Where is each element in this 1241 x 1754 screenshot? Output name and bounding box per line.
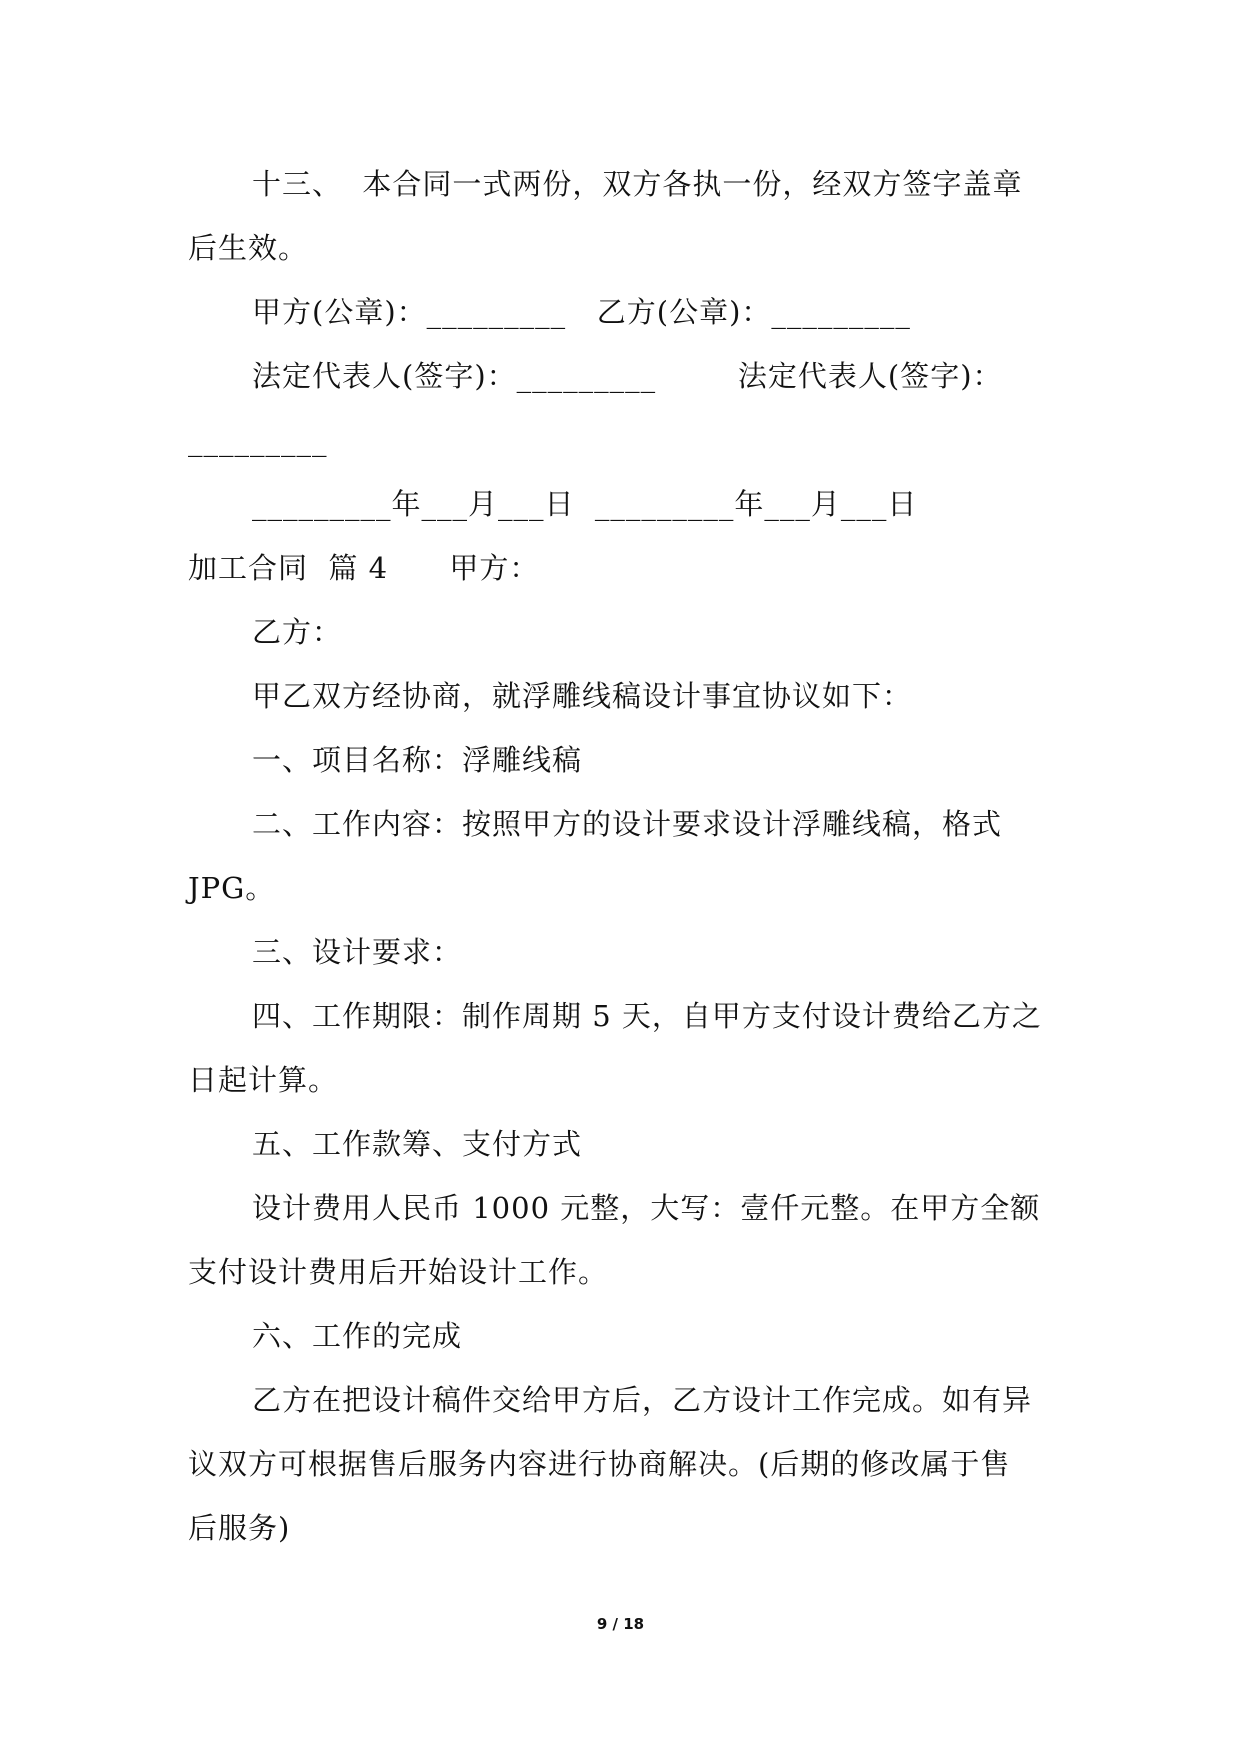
paragraph-line: 甲乙双方经协商，就浮雕线稿设计事宜协议如下：	[252, 679, 913, 713]
paragraph-line: 后服务)	[188, 1511, 291, 1545]
signature-line-representative: 法定代表人(签字)：_________ 法定代表人(签字)：	[252, 359, 1003, 393]
paragraph-line: 乙方：	[252, 615, 343, 649]
paragraph-line: 二、工作内容：按照甲方的设计要求设计浮雕线稿，格式	[252, 807, 1003, 841]
paragraph-line: 设计费用人民币 1000 元整，大写：壹仟元整。在甲方全额	[252, 1191, 1041, 1225]
signature-line-seal: 甲方(公章)：_________ 乙方(公章)：_________	[252, 295, 911, 329]
paragraph-line: 四、工作期限：制作周期 5 天，自甲方支付设计费给乙方之	[252, 999, 1042, 1033]
signature-blank: _________	[188, 423, 328, 457]
paragraph-line: 三、设计要求：	[252, 935, 463, 969]
paragraph-line: 支付设计费用后开始设计工作。	[188, 1255, 609, 1289]
paragraph-line: 五、工作款筹、支付方式	[252, 1127, 583, 1161]
paragraph-line: 一、项目名称：浮雕线稿	[252, 743, 583, 777]
paragraph-line: 六、工作的完成	[252, 1319, 463, 1353]
paragraph-line: 乙方在把设计稿件交给甲方后，乙方设计工作完成。如有异	[252, 1383, 1033, 1417]
date-line: _________年___月___日 _________年___月___日	[252, 487, 918, 521]
paragraph-line: 议双方可根据售后服务内容进行协商解决。(后期的修改属于售	[188, 1447, 1011, 1481]
paragraph-line: 后生效。	[188, 231, 309, 265]
paragraph-line: JPG。	[188, 871, 276, 905]
page-number: 9 / 18	[596, 1615, 645, 1633]
section-heading: 加工合同 篇 4 甲方：	[188, 551, 540, 585]
paragraph-line: 日起计算。	[188, 1063, 339, 1097]
paragraph-line: 十三、 本合同一式两份，双方各执一份，经双方签字盖章	[252, 167, 1023, 201]
